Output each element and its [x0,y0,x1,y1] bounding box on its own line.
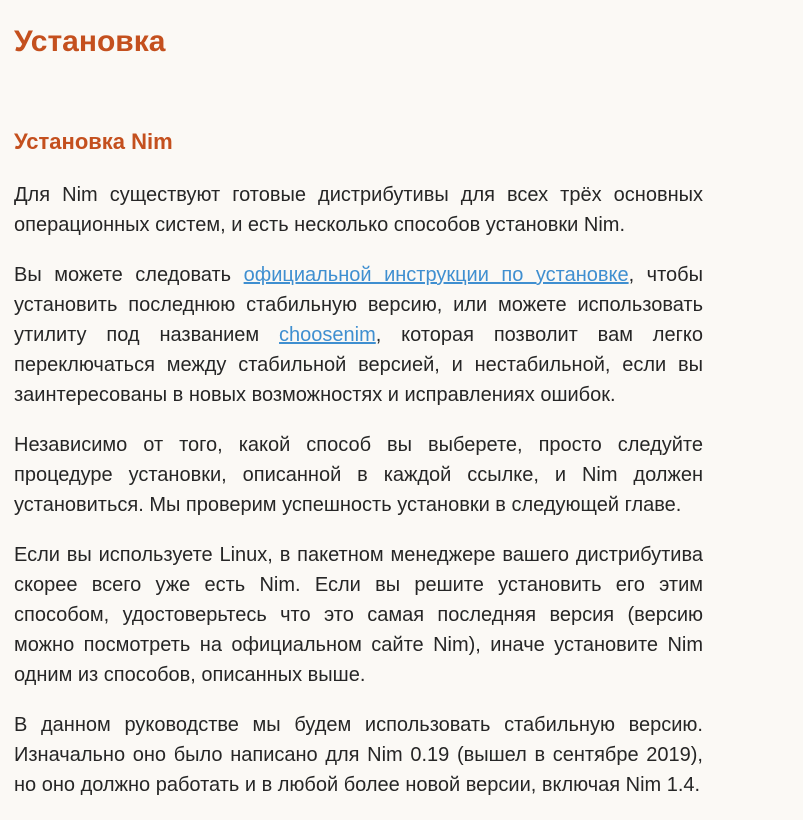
paragraph-stable-version: В данном руководстве мы будем использовать стабильную версию. Изначально оно было написано для Nim 0.19 (вышел в сентябре 2019), но оно должно работать и в любой более новой версии, включая Nim 1.4. [14,714,703,796]
page-title: Установка [14,25,166,58]
choosenim-link[interactable]: choosenim [279,324,376,346]
paragraph-text-end: , которая позволит вам легко переключаться между стабильной версией, и нестабильной, если вы заинтересованы в новых возможностях и исправлениях ошибок. [14,324,703,406]
paragraph-text-start: Вы можете следовать [14,264,244,286]
paragraph-linux-package: Если вы используете Linux, в пакетном менеджере вашего дистрибутива скорее всего уже есть Nim. Если вы решите установить его этим способом, удостоверьтесь что это самая последняя версия (версию можно посмотреть на официальном сайте Nim), иначе установите Nim одним из способов, описанных выше. [14,544,703,686]
paragraph-install-options [14,260,703,410]
paragraph-follow-procedure: Независимо от того, какой способ вы выберете, просто следуйте процедуре установки, описанной в каждой ссылке, и Nim должен установиться. Мы проверим успешность установки в следующей главе. [14,434,703,516]
official-install-instructions-link[interactable]: официальной инструкции по установке [243,264,629,286]
section-title: Установка Nim [14,129,173,154]
paragraph-distributions: Для Nim существуют готовые дистрибутивы для всех трёх основных операционных систем, и есть несколько способов установки Nim. [14,184,703,236]
paragraph-text-middle: , чтобы установить последнюю стабильную версию, или можете использовать утилиту под названием [14,264,703,346]
section-body [14,180,703,820]
